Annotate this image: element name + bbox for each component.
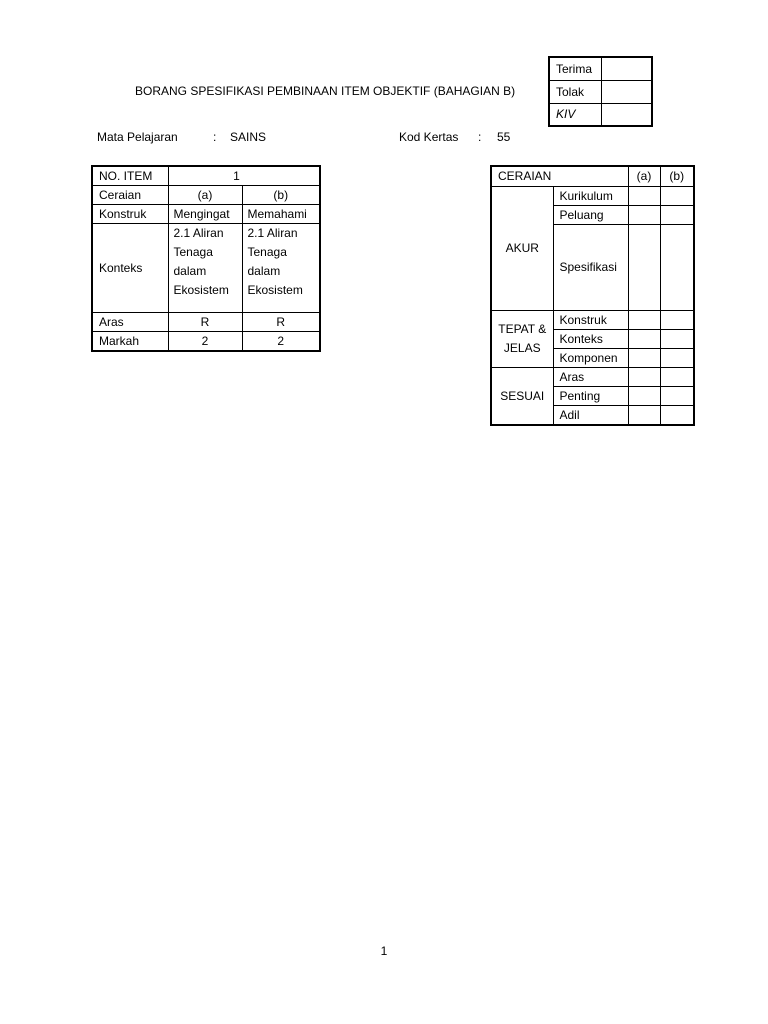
no-item-value: 1 <box>233 169 240 183</box>
aras-label: Aras <box>92 313 168 332</box>
subject-separator: : <box>213 130 217 144</box>
ceraian-col-a: (a) <box>168 186 242 205</box>
subject-value: SAINS <box>230 130 267 144</box>
check-cell[interactable] <box>628 310 660 329</box>
paper-code-label: Kod Kertas <box>399 130 459 144</box>
status-tolak-cell[interactable] <box>601 80 652 103</box>
check-col-b: (b) <box>660 166 694 186</box>
criterion-komponen: Komponen <box>553 348 628 367</box>
check-cell[interactable] <box>660 329 694 348</box>
no-item-label: NO. ITEM <box>92 166 168 186</box>
check-cell[interactable] <box>628 367 660 386</box>
markah-label: Markah <box>92 332 168 352</box>
check-cell[interactable] <box>660 386 694 405</box>
status-box <box>548 56 653 127</box>
markah-b: 2 <box>242 332 320 352</box>
check-cell[interactable] <box>660 348 694 367</box>
criterion-aras: Aras <box>553 367 628 386</box>
check-cell[interactable] <box>660 224 694 310</box>
status-tolak-label: Tolak <box>549 80 601 103</box>
check-cell[interactable] <box>628 186 660 205</box>
page-number: 1 <box>380 944 388 958</box>
check-cell[interactable] <box>660 205 694 224</box>
check-cell[interactable] <box>628 329 660 348</box>
aras-b: R <box>242 313 320 332</box>
ceraian-label: Ceraian <box>92 186 168 205</box>
markah-a: 2 <box>168 332 242 352</box>
konteks-a: 2.1 Aliran Tenaga dalam Ekosistem <box>168 224 242 313</box>
paper-code-separator: : <box>478 130 482 144</box>
konteks-b: 2.1 Aliran Tenaga dalam Ekosistem <box>242 224 320 313</box>
konstruk-label: Konstruk <box>92 205 168 224</box>
status-terima-cell[interactable] <box>601 57 652 80</box>
page-title: BORANG SPESIFIKASI PEMBINAAN ITEM OBJEKTIF (BAHAGIAN B) <box>135 84 516 98</box>
group-tepat-jelas: TEPAT & JELAS <box>491 310 553 367</box>
status-kiv-cell[interactable] <box>601 103 652 126</box>
check-table <box>490 165 695 426</box>
konstruk-a: Mengingat <box>168 205 242 224</box>
aras-a: R <box>168 313 242 332</box>
paper-code-value: 55 <box>497 130 511 144</box>
subject-label: Mata Pelajaran <box>97 130 178 144</box>
check-cell[interactable] <box>628 405 660 425</box>
group-sesuai: SESUAI <box>491 367 553 425</box>
check-cell[interactable] <box>628 224 660 310</box>
check-cell[interactable] <box>660 405 694 425</box>
criterion-spesifikasi: Spesifikasi <box>553 224 628 310</box>
criterion-penting: Penting <box>553 386 628 405</box>
konteks-label: Konteks <box>92 224 168 313</box>
ceraian-col-b: (b) <box>242 186 320 205</box>
konstruk-b: Memahami <box>242 205 320 224</box>
group-akur: AKUR <box>491 186 553 310</box>
criterion-konstruk: Konstruk <box>553 310 628 329</box>
criterion-peluang: Peluang <box>553 205 628 224</box>
check-cell[interactable] <box>628 386 660 405</box>
check-cell[interactable] <box>660 186 694 205</box>
check-cell[interactable] <box>628 205 660 224</box>
criterion-adil: Adil <box>553 405 628 425</box>
item-spec-table <box>91 165 321 352</box>
status-kiv-label: KIV <box>549 103 601 126</box>
check-col-a: (a) <box>628 166 660 186</box>
check-cell[interactable] <box>660 367 694 386</box>
check-cell[interactable] <box>660 310 694 329</box>
status-terima-label: Terima <box>549 57 601 80</box>
criterion-konteks: Konteks <box>553 329 628 348</box>
check-header: CERAIAN <box>491 166 628 186</box>
check-cell[interactable] <box>628 348 660 367</box>
criterion-kurikulum: Kurikulum <box>553 186 628 205</box>
